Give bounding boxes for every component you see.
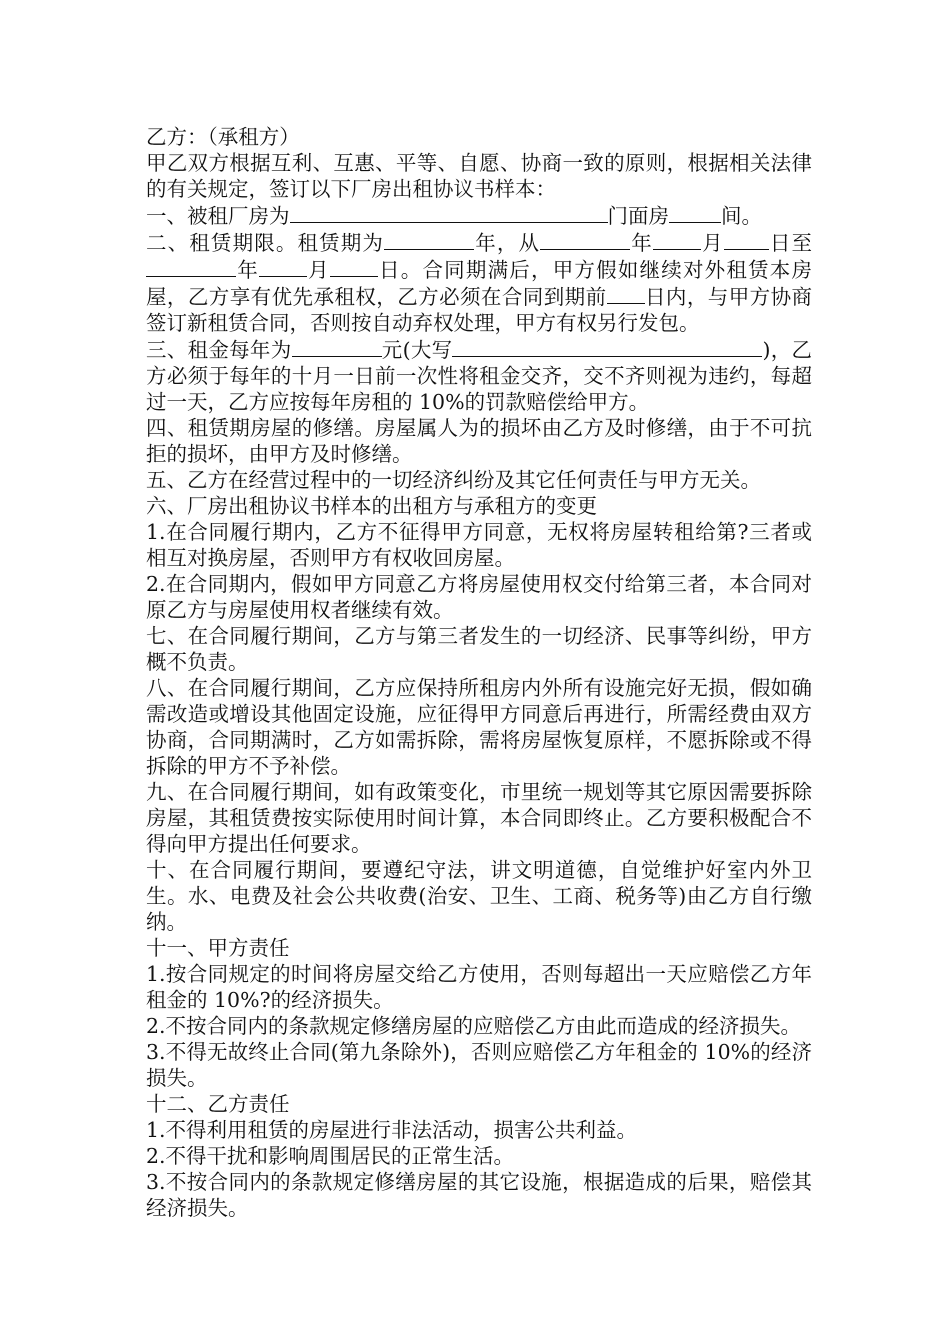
start-year-blank[interactable]: [540, 229, 630, 250]
clause-11-item-1: 1.按合同规定的时间将房屋交给乙方使用，否则每超出一天应赔偿乙方年租金的 10%?的经济损失。: [146, 962, 812, 1012]
clause-3-text-c: )，乙方必须于每年的十月一日前一次性将租金交齐，交不齐则视为违约，每超过一天，乙方应按每年房租的 10%的罚款赔偿给甲方。: [146, 338, 813, 414]
clause-12-item-1: 1.不得利用租赁的房屋进行非法活动，损害公共利益。: [146, 1118, 638, 1142]
clause-6-item-2: 2.在合同期内，假如甲方同意乙方将房屋使用权交付给第三者，本合同对原乙方与房屋使用权者继续有效。: [146, 572, 812, 622]
clause-7: 七、在合同履行期间，乙方与第三者发生的一切经济、民事等纠纷，甲方概不负责。: [146, 624, 812, 674]
factory-location-blank[interactable]: [290, 202, 608, 223]
start-month-blank[interactable]: [653, 229, 701, 250]
clause-2-text-b: 年，从: [474, 231, 541, 255]
clause-3: [146, 336, 812, 415]
renewal-days-blank[interactable]: [607, 283, 645, 304]
clause-1-text-a: 一、被租厂房为: [146, 204, 290, 228]
clause-9: 九、在合同履行期间，如有政策变化，市里统一规划等其它原因需要拆除房屋，其租赁费按实际使用时间计算，本合同即终止。乙方要积极配合不得向甲方提出任何要求。: [146, 780, 812, 856]
clause-1-text-c: 间。: [721, 204, 762, 228]
clause-2-text-h: 日。合同期满后，甲方假如继续对外租赁本房屋，乙方享有优先承租权，乙方必须在合同到期前: [146, 258, 813, 309]
rent-in-words-blank[interactable]: [452, 336, 762, 357]
clause-5: 五、乙方在经营过程中的一切经济纠纷及其它任何责任与甲方无关。: [146, 468, 761, 492]
contract-page: [146, 124, 812, 1221]
end-year-blank[interactable]: [146, 256, 236, 277]
clause-11-item-3: 3.不得无故终止合同(第九条除外)，否则应赔偿乙方年租金的 10%的经济损失。: [146, 1040, 812, 1090]
clause-8: 八、在合同履行期间，乙方应保持所租房内外所有设施完好无损，假如确需改造或增设其他固定设施，应征得甲方同意后再进行，所需经费由双方协商，合同期满时，乙方如需拆除，需将房屋恢复原样，不愿拆除或不得拆除的甲方不予补偿。: [146, 676, 812, 778]
clause-1: [146, 202, 812, 229]
clause-3-text-a: 三、租金每年为: [146, 338, 292, 362]
clause-12-item-2: 2.不得干扰和影响周围居民的正常生活。: [146, 1144, 515, 1168]
clause-6: 六、厂房出租协议书样本的出租方与承租方的变更: [146, 494, 597, 518]
clause-2-text-g: 月: [306, 258, 330, 282]
party-b-line: 乙方：（承租方）: [146, 125, 300, 149]
clause-12-item-3: 3.不按合同内的条款规定修缮房屋的其它设施，根据造成的后果，赔偿其经济损失。: [146, 1170, 812, 1220]
room-count-blank[interactable]: [669, 202, 721, 223]
clause-2-text-e: 日至: [768, 231, 813, 255]
annual-rent-blank[interactable]: [292, 336, 382, 357]
start-day-blank[interactable]: [724, 229, 769, 250]
clause-10: 十、在合同履行期间，要遵纪守法，讲文明道德，自觉维护好室内外卫生。水、电费及社会公共收费(治安、卫生、工商、税务等)由乙方自行缴纳。: [146, 858, 812, 934]
clause-2-text-d: 月: [700, 231, 724, 255]
clause-12: 十二、乙方责任: [146, 1092, 290, 1116]
clause-3-text-b: 元(大写: [381, 338, 453, 362]
end-month-blank[interactable]: [259, 256, 307, 277]
clause-2-text-c: 年: [630, 231, 653, 255]
clause-4: 四、租赁期房屋的修缮。房屋属人为的损坏由乙方及时修缮，由于不可抗拒的损坏，由甲方及时修缮。: [146, 416, 812, 466]
clause-2-text-f: 年: [236, 258, 259, 282]
clause-2-text-a: 二、租赁期限。租赁期为: [146, 231, 385, 255]
clause-2: [146, 229, 812, 336]
clause-11-item-2: 2.不按合同内的条款规定修缮房屋的应赔偿乙方由此而造成的经济损失。: [146, 1014, 802, 1038]
lease-years-blank[interactable]: [384, 229, 474, 250]
clause-6-item-1: 1.在合同履行期内，乙方不征得甲方同意，无权将房屋转租给第?三者或相互对换房屋，否则甲方有权收回房屋。: [146, 520, 812, 570]
clause-2-text-i: 日内，与甲方协商签订新租赁合同，否则按自动弃权处理，甲方有权另行发包。: [146, 285, 813, 335]
clause-1-text-b: 门面房: [607, 204, 669, 228]
clause-11: 十一、甲方责任: [146, 936, 290, 960]
end-day-blank[interactable]: [330, 256, 378, 277]
intro-paragraph: 甲乙双方根据互利、互惠、平等、自愿、协商一致的原则，根据相关法律的有关规定，签订以下厂房出租协议书样本：: [146, 151, 812, 201]
